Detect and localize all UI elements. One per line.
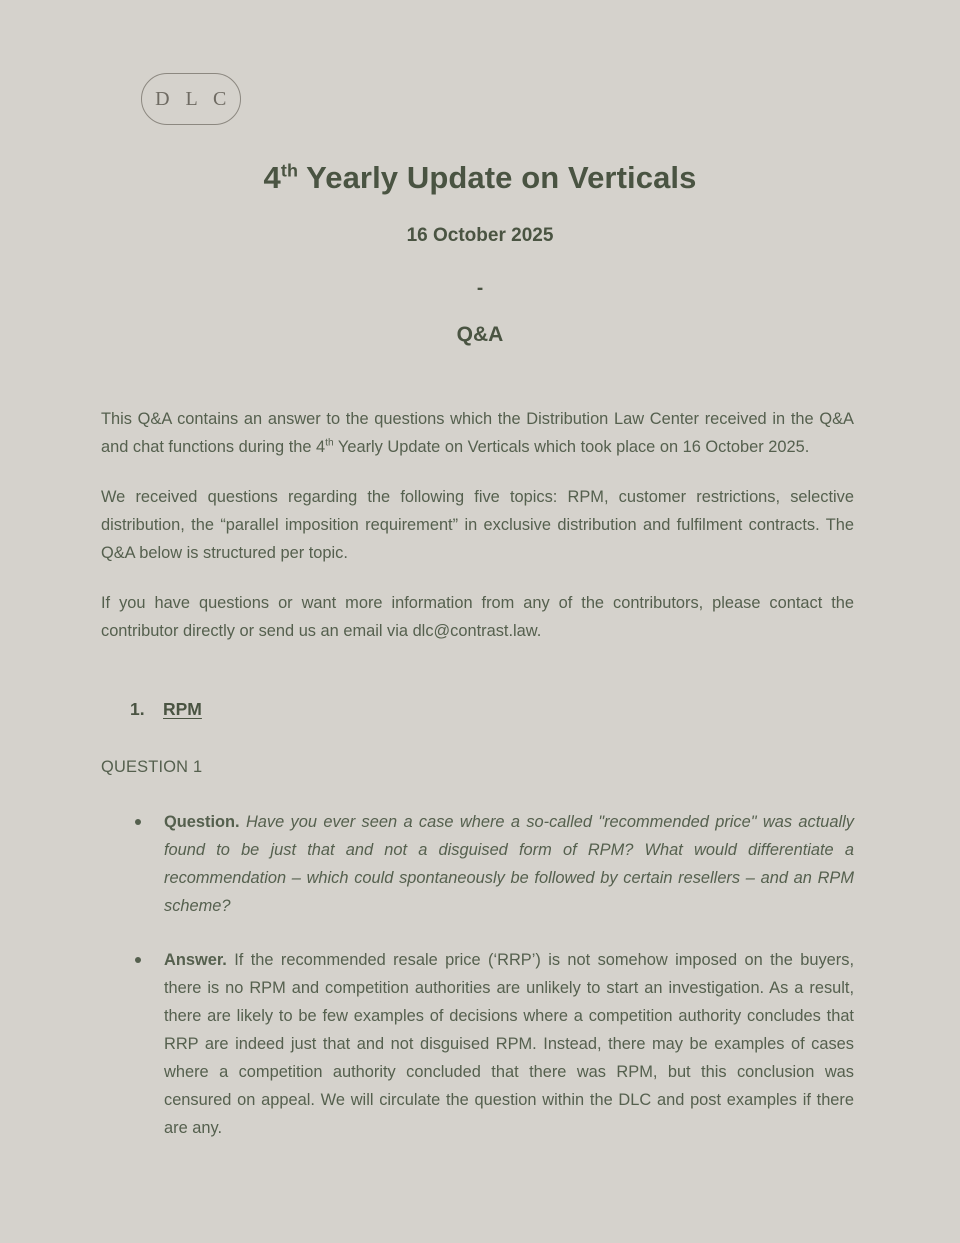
intro-p1-ordinal-suffix: th [325, 437, 334, 449]
intro-paragraph-2: We received questions regarding the following five topics: RPM, customer restrictions, selective distribution, the “parallel imposition requirement” in exclusive distribution and fulfilment contracts. The Q&A below is structured per topic. [101, 488, 854, 562]
list-item [101, 946, 854, 1142]
intro-block [101, 405, 854, 667]
dlc-logo [141, 73, 241, 125]
intro-paragraph-3: If you have questions or want more information from any of the contributors, please contact the contributor directly or send us an email via dlc@contrast.law. [101, 594, 854, 640]
section-number: 1. [130, 699, 145, 719]
intro-p1-part2: Yearly Update on Verticals which took place on 16 October 2025. [333, 438, 810, 456]
logo-text: D L C [155, 88, 232, 110]
document-title [0, 160, 960, 196]
section-title: RPM [163, 699, 202, 719]
qa-list [101, 808, 854, 1168]
qa-lead-label: Question. [164, 813, 240, 831]
intro-p1-part1: This Q&A contains an answer to the questions which the Distribution Law Center received in the Q&A and chat functions during the 4 [101, 410, 854, 456]
qa-answer-text [164, 946, 854, 1142]
list-item [101, 808, 854, 920]
title-separator: - [476, 278, 484, 299]
logo-pill-outline [141, 73, 241, 125]
question-label: QUESTION 1 [101, 758, 203, 776]
qa-lead-label: Answer. [164, 951, 227, 969]
title-prefix: 4 [263, 160, 281, 195]
section-heading-rpm [130, 699, 202, 720]
qa-body: Have you ever seen a case where a so-called "recommended price" was actually found to be just that and not a disguised form of RPM? What would differentiate a recommendation – which could spontaneously be followed by certain resellers – and an RPM scheme? [164, 813, 854, 915]
qa-body: If the recommended resale price (‘RRP’) is not somehow imposed on the buyers, there is no RPM and competition authorities are unlikely to start an investigation. As a result, there are likely to be few examples of decisions where a competition authority concludes that RRP are indeed just that and not disguised RPM. Instead, there may be examples of cases where a competition authority concluded that there was RPM, but this conclusion was censured on appeal. We will circulate the question within the DLC and post examples if there are any. [164, 951, 854, 1137]
document-date: 16 October 2025 [406, 225, 554, 246]
intro-paragraph-1 [101, 405, 854, 461]
bullet-icon [135, 957, 141, 963]
document-subtitle: Q&A [456, 323, 504, 346]
title-ordinal-suffix: th [280, 160, 299, 181]
bullet-icon [135, 819, 141, 825]
title-rest: Yearly Update on Verticals [298, 160, 697, 195]
qa-question-text [164, 808, 854, 920]
